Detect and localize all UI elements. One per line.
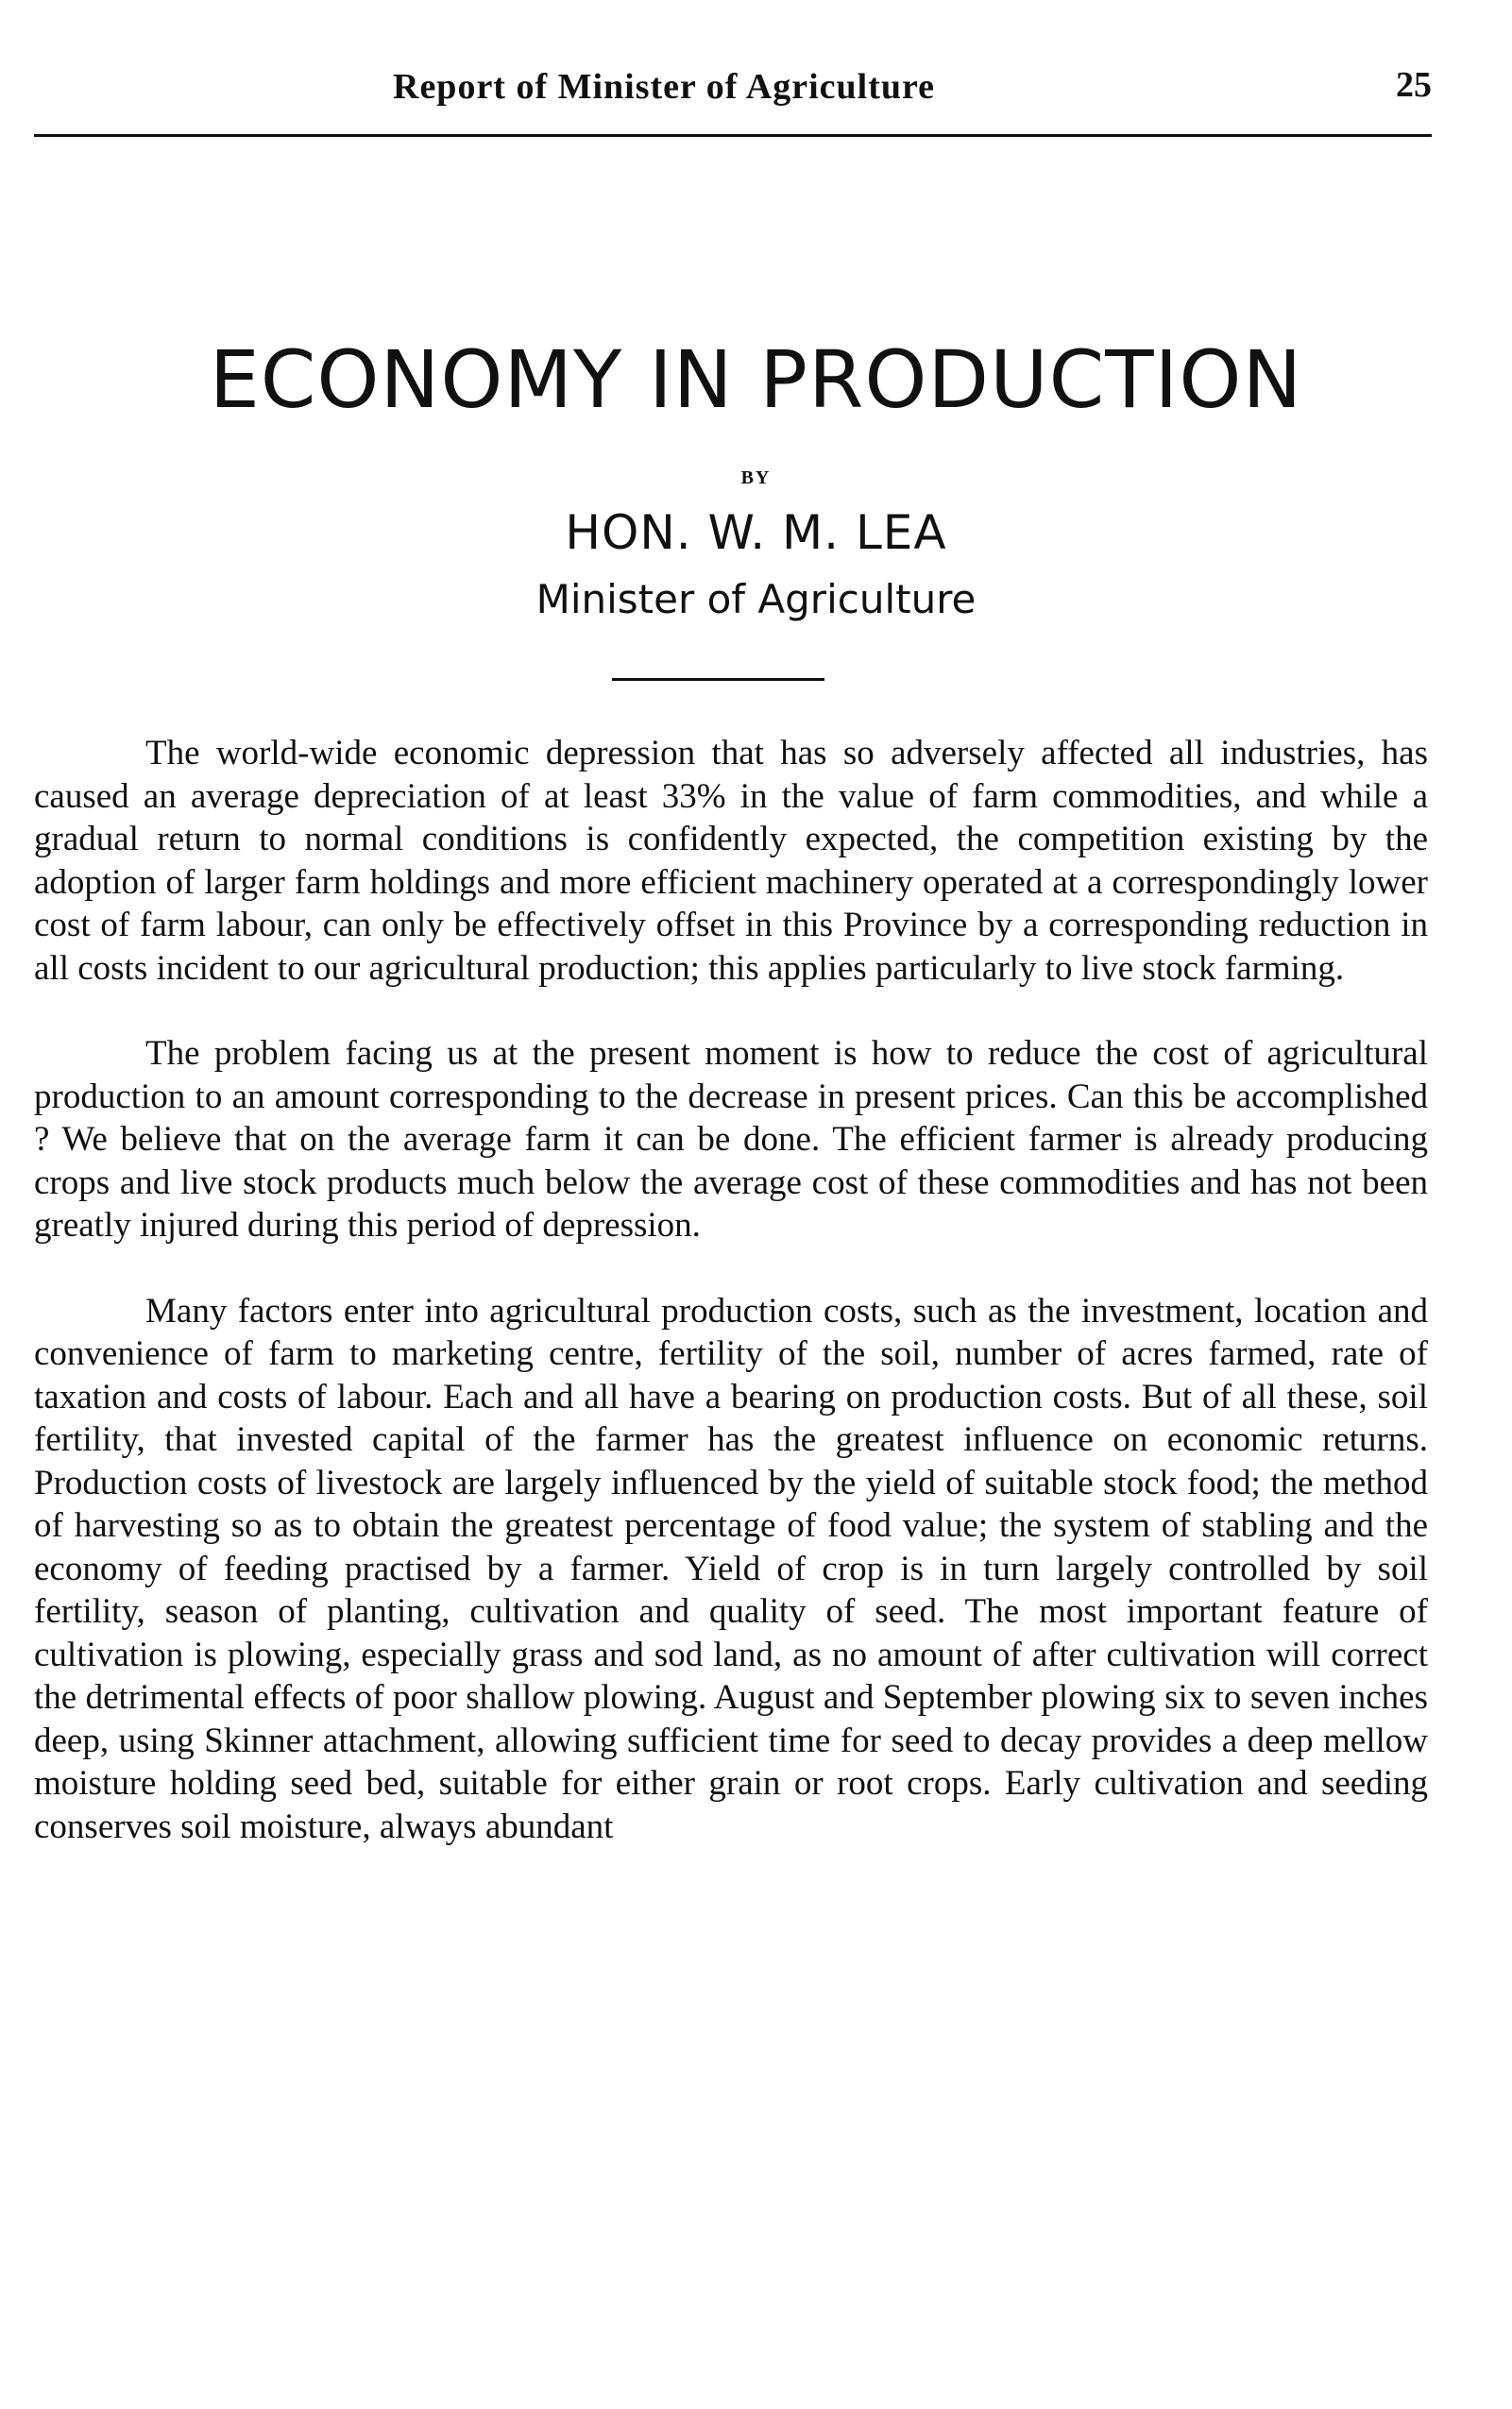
running-title: Report of Minister of Agriculture: [393, 67, 936, 107]
author-role: Minister of Agriculture: [535, 576, 977, 622]
title-divider: [612, 678, 824, 681]
paragraph: Many factors enter into agricultural production costs, such as the investment, location and convenience of farm to marketing centre, fertility of the soil, number of acres farmed, rate of taxation and costs of labour. Each and all have a bearing on production costs. But of all these, soil fertility, that invested capital of the farmer has the greatest influence on economic returns. Production costs of livestock are largely influenced by the yield of suitable stock food; the method of harvesting so as to obtain the greatest percentage of food value; the system of stabling and the economy of feeding practised by a farmer. Yield of crop is in turn largely controlled by soil fertility, season of planting, cultivation and quality of seed. The most important feature of cultivation is plowing, especially grass and sod land, as no amount of after cultivation will correct the detrimental effects of poor shallow plowing. August and September plowing six to seven inches deep, using Skinner attachment, allowing sufficient time for seed to decay provides a deep mellow moisture holding seed bed, suitable for either grain or root crops. Early cultivation and seeding conserves soil moisture, always abundant: [34, 1291, 1428, 1846]
page-number: 25: [1396, 65, 1432, 105]
page-header: [34, 57, 1432, 137]
article-body: [34, 732, 1428, 1891]
byline: BY: [740, 467, 772, 488]
author-name: HON. W. M. LEA: [565, 505, 947, 560]
paragraph: The world-wide economic depression that has so adversely affected all industries, has caused an average depreciation of at least 33% in the value of farm commodities, and while a gradual return to normal conditions is confidently expected, the competition existing by the adoption of larger farm holdings and more efficient machinery operated at a correspondingly lower cost of farm labour, can only be effectively offset in this Province by a corresponding reduction in all costs incident to our agricultural production; this applies particularly to live stock farming.: [34, 734, 1428, 988]
paragraph: The problem facing us at the present moment is how to reduce the cost of agricultural production to an amount corresponding to the decrease in present prices. Can this be accomplished ? We believe that on the average farm it can be done. The efficient farmer is already producing crops and live stock products much below the average cost of these commodities and has not been greatly injured during this period of depression.: [34, 1034, 1428, 1245]
article-title: ECONOMY IN PRODUCTION: [209, 333, 1303, 426]
